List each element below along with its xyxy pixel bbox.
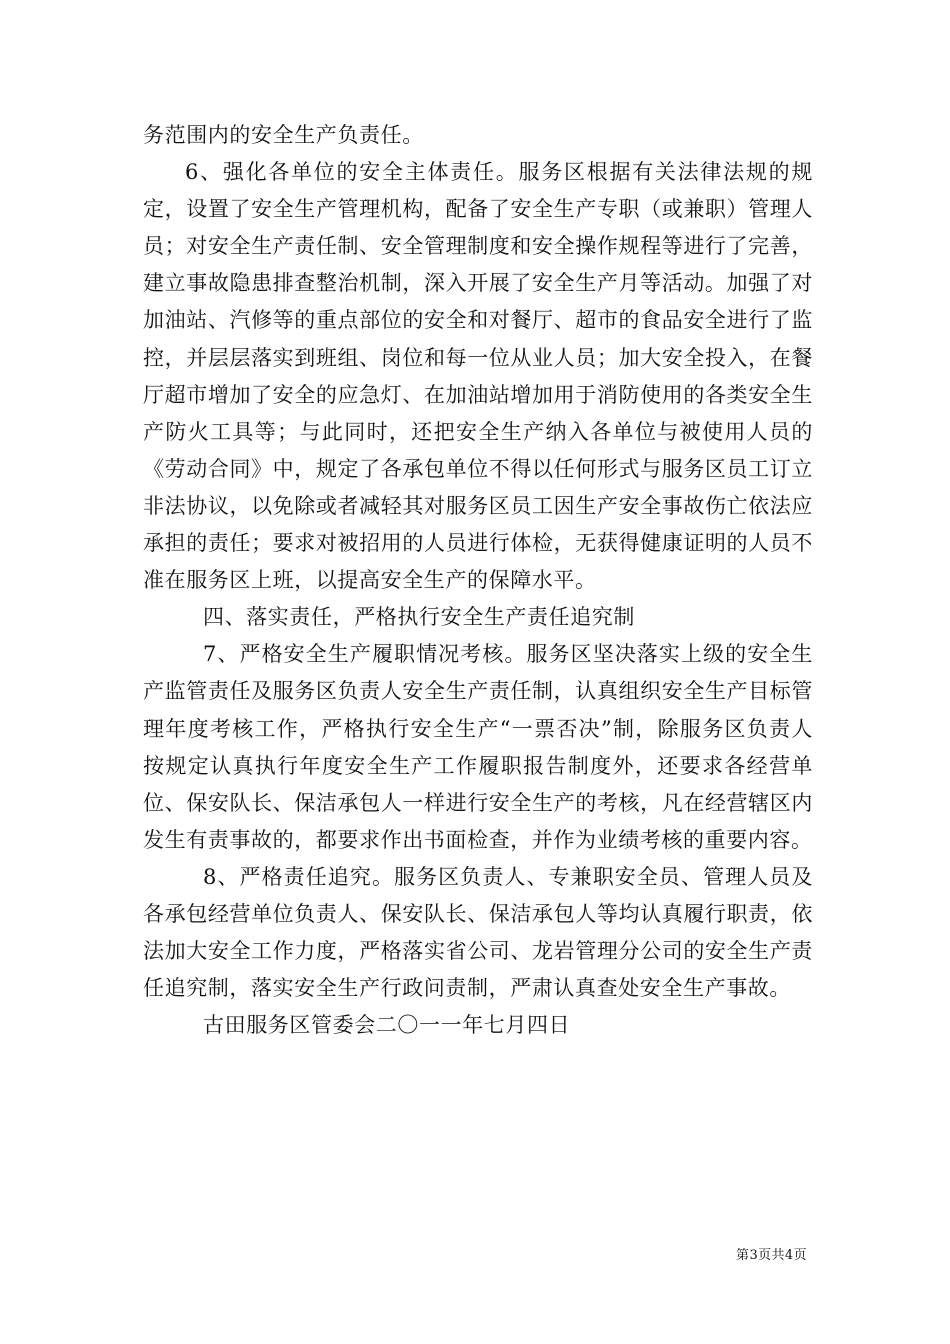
section-heading-4: 四、落实责任，严格执行安全生产责任追究制	[203, 605, 635, 630]
signature-date-line: 古田服务区管委会二〇一一年七月四日	[203, 1013, 571, 1038]
document-body	[143, 117, 813, 1044]
paragraph-continuation: 务范围内的安全生产负责任。	[143, 123, 424, 147]
paragraph-item-7: 7、严格安全生产履职情况考核。服务区坚决落实上级的安全生产监管责任及服务区负责人安全生产责任制，认真组织安全生产目标管理年度考核工作，严格执行安全生产“一票否决”制，除服务区负责人按规定认真执行年度安全生产工作履职报告制度外，还要求各经营单位、保安队长、保洁承包人一样进行安全生产的考核，凡在经营辖区内发生有责事故的，都要求作出书面检查，并作为业绩考核的重要内容。	[143, 642, 813, 852]
paragraph-item-6: 6、强化各单位的安全主体责任。服务区根据有关法律法规的规定，设置了安全生产管理机构，配备了安全生产专职（或兼职）管理人员；对安全生产责任制、安全管理制度和安全操作规程等进行了完善，建立事故隐患排查整治机制，深入开展了安全生产月等活动。加强了对加油站、汽修等的重点部位的安全和对餐厅、超市的食品安全进行了监控，并层层落实到班组、岗位和每一位从业人员；加大安全投入，在餐厅超市增加了安全的应急灯、在加油站增加用于消防使用的各类安全生产防火工具等；与此同时，还把安全生产纳入各单位与被使用人员的《劳动合同》中，规定了各承包单位不得以任何形式与服务区员工订立非法协议，以免除或者减轻其对服务区员工因生产安全事故伤亡依法应承担的责任；要求对被招用的人员进行体检，无获得健康证明的人员不准在服务区上班，以提高安全生产的保障水平。	[143, 160, 813, 593]
paragraph-item-8: 8、严格责任追究。服务区负责人、专兼职安全员、管理人员及各承包经营单位负责人、保安队长、保洁承包人等均认真履行职责，依法加大安全工作力度，严格落实省公司、龙岩管理分公司的安全生产责任追究制，落实安全生产行政问责制，严肃认真查处安全生产事故。	[143, 864, 813, 1001]
page-number: 第3页共4页	[736, 1248, 807, 1263]
